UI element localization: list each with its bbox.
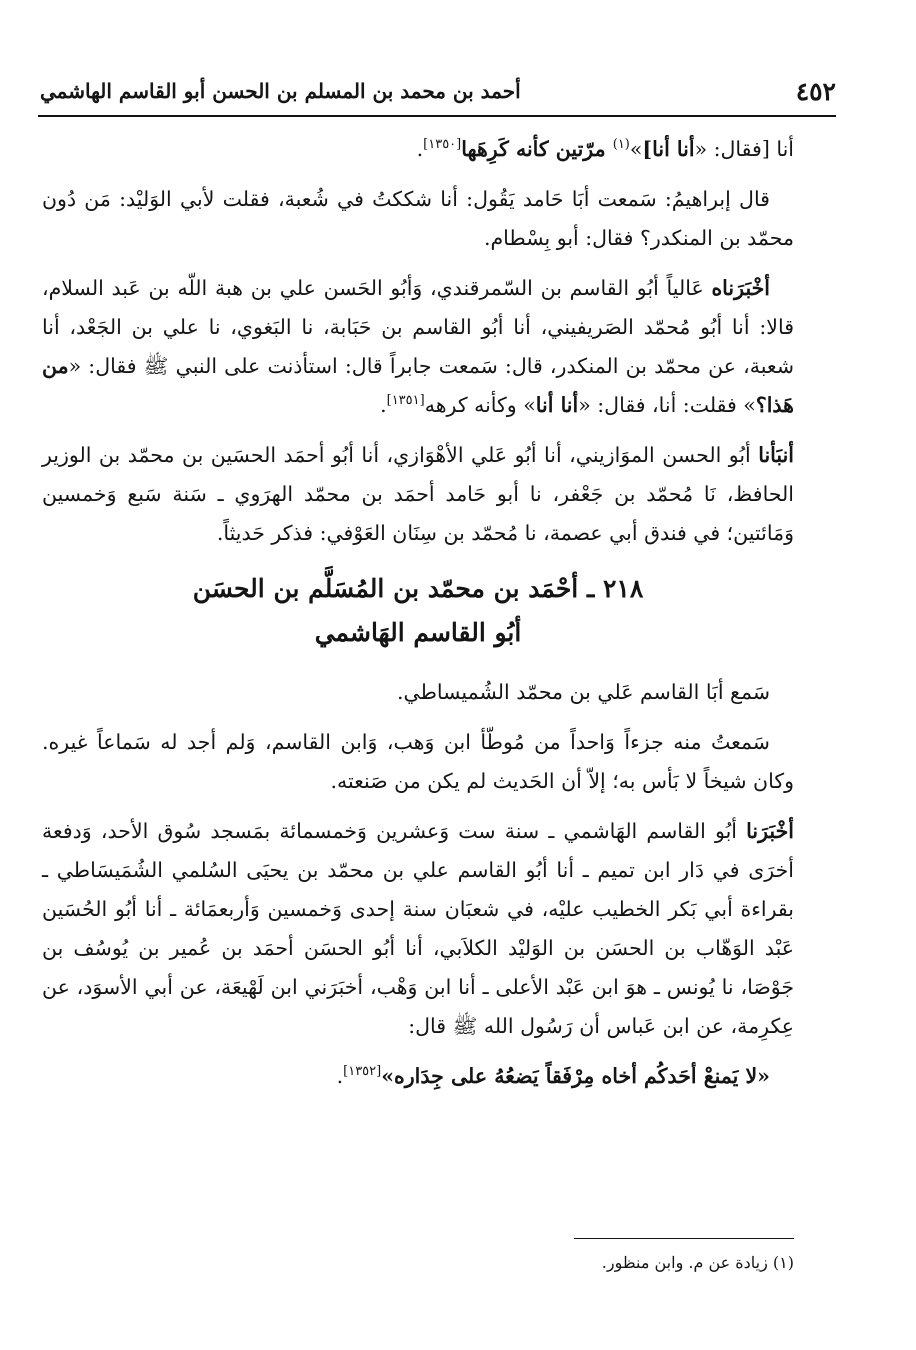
hadith-reference: [١٣٥٢]: [343, 1064, 382, 1080]
paragraph-4: [42, 436, 794, 553]
paragraph-text: قال إبراهيمُ: سَمعت أبَا حَامد يَقُول: أنا شككتُ في شُعبة، فقلت لأبي الوَليْد: مَن دُون محمّد بن المنكدر؟ فقال: أبو بِسْطام.: [42, 187, 794, 250]
paragraph-tail: مرّتين كأنه كَرِهَها: [461, 137, 613, 161]
quoted-speech: أنا أنا]: [642, 137, 695, 161]
paragraph-text: أنا [فقال: «: [694, 137, 794, 161]
entry-heading-line-1: ٢١٨ ـ أحْمَد بن محمّد بن المُسَلَّم بن الحسَن: [192, 574, 644, 603]
footnote-marker: (١): [612, 137, 630, 153]
sentence-end: .: [380, 393, 387, 417]
paragraph-3: [42, 269, 794, 425]
paragraph-tail: » وكأنه كرهه: [424, 393, 536, 417]
paragraph-text: أبُو القاسم الهَاشمي ـ سنة ست وَعشرين وَخمسمائة بمَسجد سُوق الأحد، وَدفعة أخرَى في دَار ابن تميم ـ أنا أبُو القاسم علي بن محمّد بن يحيَى السُلمي الشُمَيسَاطي ـ بقراءة أبي بَكر الخطيب عليْه، في شعبَان سنة إحدى وَخمسين وَأربعمَائة ـ أنا أبُو الحُسَين عَبْد الوَهّاب بن الحسَن بن الوَليْد الكلاَبي، أنا أبُو الحسَن أحمَد بن عُمير بن يُوسُف بن جَوْصَا، نا يُونس ـ هوَ ابن عَبْد الأعلى ـ أنا ابن وَهْب، أخبَرَني ابن لَهْيعَة، عن أبي الأسوَد، عن عِكرِمة، عن ابن عَباس أن رَسُول الله ﷺ قال:: [42, 819, 794, 1038]
isnad-lead-word: أخْبَرَناه: [711, 276, 770, 300]
paragraph-6: [42, 723, 794, 801]
running-title: أحمد بن محمد بن المسلم بن الحسن أبو القاسم الهاشمي: [40, 79, 521, 103]
isnad-lead-word: أنبَأنا: [758, 443, 794, 467]
paragraph-1: [42, 130, 794, 169]
sentence-end: .: [416, 137, 424, 161]
paragraph-text: سَمع أبَا القاسم عَلي بن محمّد الشُميساطي.: [396, 680, 770, 704]
footnote: (١) زيادة عن م. وابن منظور.: [601, 1253, 794, 1272]
quoted-speech: من هَذا؟: [42, 354, 794, 417]
entry-heading-line-2: أبُو القاسم الهَاشمي: [314, 618, 522, 647]
isnad-lead-word: أخْبَرَنا: [746, 819, 794, 843]
hadith-reference: [١٣٥٠]: [423, 137, 462, 153]
quoted-speech: أنا أنا: [535, 393, 579, 417]
paragraph-5: [42, 673, 794, 712]
paragraph-7: [42, 812, 794, 1046]
paragraph-text: » فقلت: أنا، فقال: «: [578, 393, 756, 417]
page-header: [40, 70, 836, 112]
hadith-reference: [١٣٥١]: [386, 393, 425, 409]
entry-heading: [42, 567, 794, 655]
page-number: ٤٥٢: [795, 76, 836, 106]
paragraph-text: عَالياً أبُو القاسم بن السّمرقندي، وَأبُو الحَسن علي بن هبة اللّه بن عَبد السلام، قالا: أنا أبُو مُحمّد الصَريفيني، أنا أبُو القاسم بن حَبَابة، نا البَغوي، نا علي بن الجَعْد، أنا شعبة، عن محمّد بن المنكدر، قال: سَمعت جابراً قال: استأذنت على النبي ﷺ فقال: «: [42, 276, 794, 378]
hadith-quote: «لا يَمنعْ أحَدكُم أخاه مِرْفَقاً يَضعُهُ على جِدَاره»: [381, 1064, 770, 1088]
main-text: [42, 130, 794, 1107]
paragraph-8: [42, 1057, 794, 1096]
quote-close: »: [629, 137, 643, 161]
sentence-end: .: [336, 1064, 344, 1088]
paragraph-2: [42, 180, 794, 258]
footnote-rule: [574, 1238, 794, 1239]
header-rule: [38, 115, 836, 117]
paragraph-text: سَمعتُ منه جزءاً وَاحداً من مُوطّأ ابن وَهب، وَابن القاسم، وَلم أجد له سَماعاً غيره. وكان شيخاً لا بَأس به؛ إلاّ أن الحَديث لم يكن من صَنعته.: [42, 730, 794, 793]
paragraph-text: أبُو الحسن الموَازيني، أنا أبُو عَلي الأهْوَازي، أنا أبُو أحمَد الحسَين بن محمّد بن الوزير الحافظ، نَا مُحمّد بن جَعْفر، نا أبو حَامد أحمَد بن محمّد الهرَوي ـ سَنة سَبع وَخمسين وَمَائتين؛ في فندق أبي عصمة، نا مُحمّد بن سِنَان العَوْفي: فذكر حَديثاً.: [42, 443, 794, 545]
